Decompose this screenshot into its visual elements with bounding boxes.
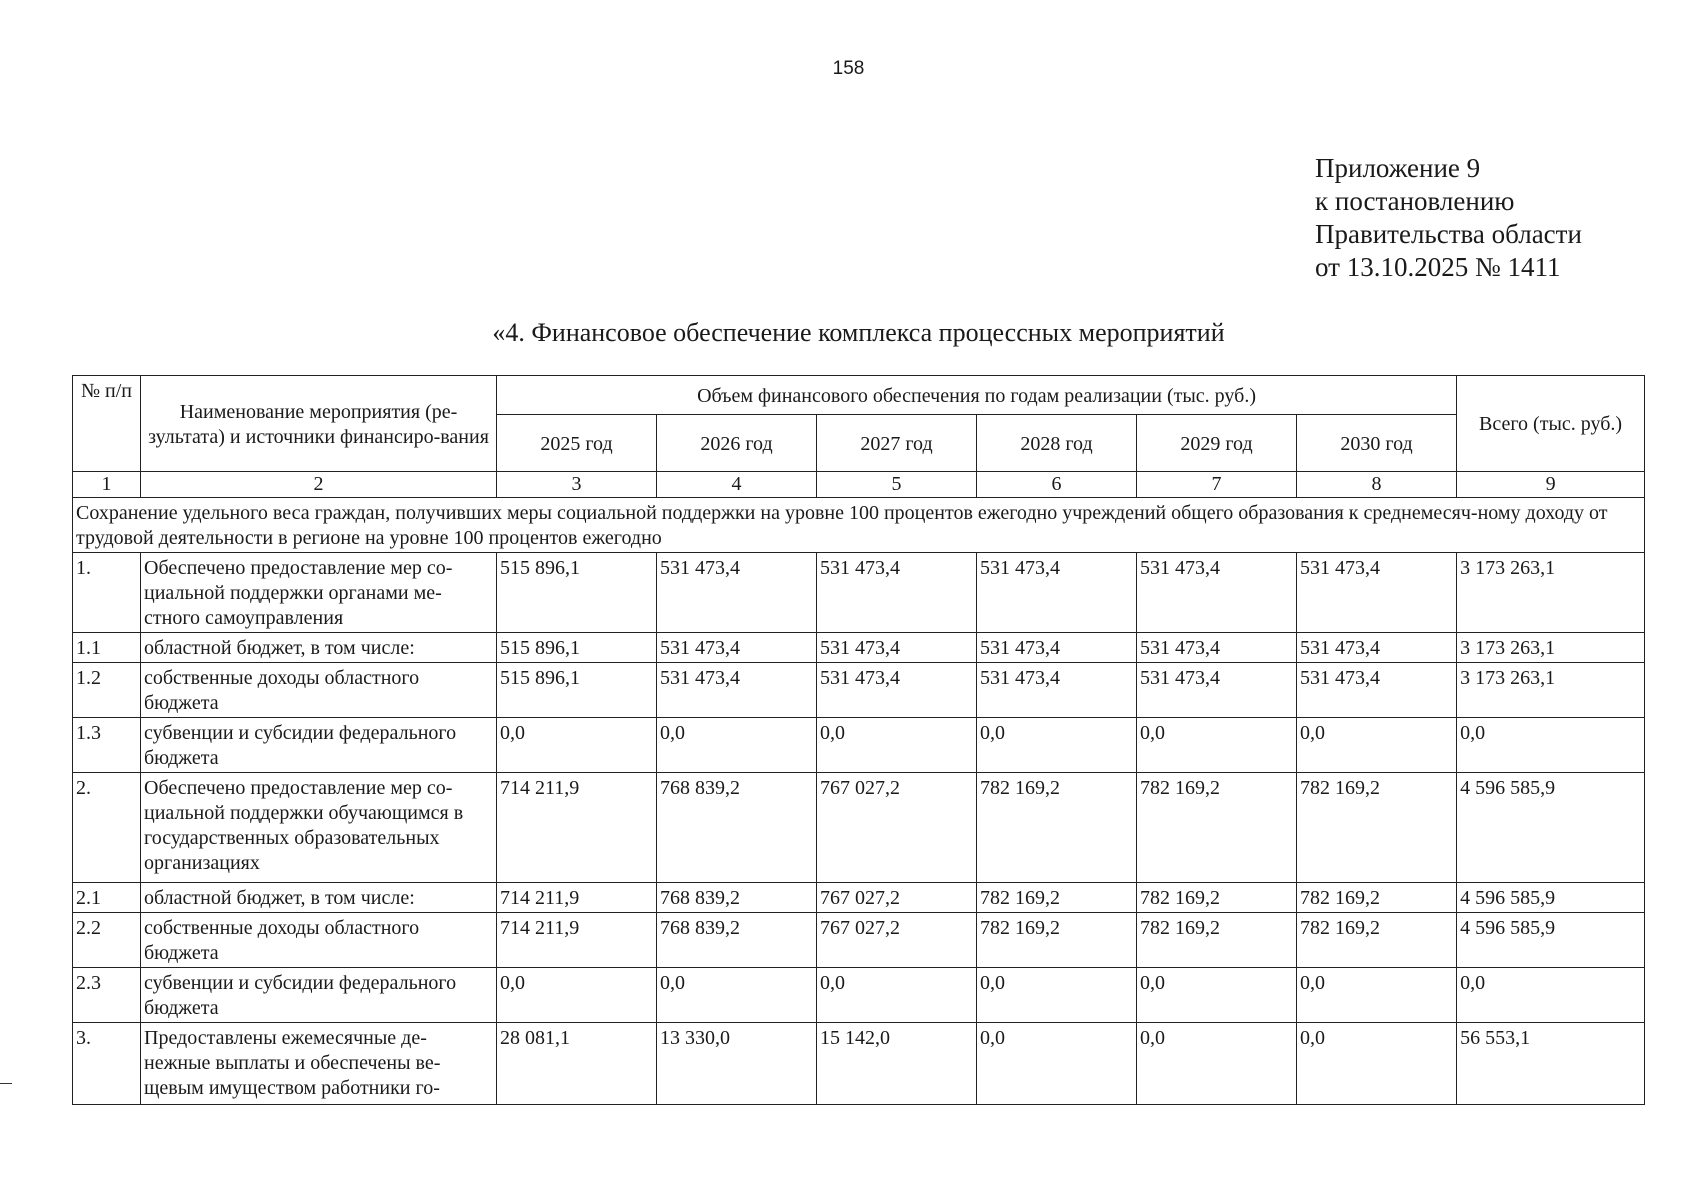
row-year-value: 0,0 [1137,718,1297,773]
row-year-value: 531 473,4 [1297,663,1457,718]
row-year-value: 0,0 [817,968,977,1023]
column-number: 3 [497,472,657,498]
row-total-value: 4 596 585,9 [1457,913,1645,968]
row-name: Обеспечено предоставление мер со-циальной поддержки органами ме-стного самоуправления [141,553,497,633]
row-year-value: 531 473,4 [1137,633,1297,663]
table-row [73,633,1645,663]
row-year-value: 531 473,4 [657,553,817,633]
row-year-value: 531 473,4 [1297,553,1457,633]
row-number: 1.2 [73,663,141,718]
row-year-value: 515 896,1 [497,633,657,663]
row-year-value: 531 473,4 [1297,633,1457,663]
row-year-value: 531 473,4 [1137,663,1297,718]
header-total: Всего (тыс. руб.) [1457,376,1645,472]
row-year-value: 0,0 [1137,1023,1297,1105]
row-year-value: 782 169,2 [1137,773,1297,883]
table-row [73,913,1645,968]
row-year-value: 531 473,4 [977,633,1137,663]
row-year-value: 714 211,9 [497,773,657,883]
row-year-value: 0,0 [1297,718,1457,773]
column-number: 8 [1297,472,1457,498]
row-name: субвенции и субсидии федерального бюджета [141,718,497,773]
table-row [73,773,1645,883]
row-year-value: 531 473,4 [817,553,977,633]
row-year-value: 768 839,2 [657,913,817,968]
appendix-line: к постановлению [1315,186,1515,216]
column-number: 4 [657,472,817,498]
page-number: 158 [832,58,865,79]
table-row [73,968,1645,1023]
row-number: 1.1 [73,633,141,663]
column-number: 7 [1137,472,1297,498]
row-year-value: 531 473,4 [817,663,977,718]
row-total-value: 0,0 [1457,968,1645,1023]
section-text: Сохранение удельного веса граждан, получивших меры социальной поддержки на уровне 100 процентов ежегодно учреждений общего образования к среднемесяч-ному доходу от трудовой деятельности в регионе на уровне 100 процентов ежегодно [73,498,1645,553]
row-year-value: 15 142,0 [817,1023,977,1105]
row-year-value: 531 473,4 [1137,553,1297,633]
row-year-value: 714 211,9 [497,883,657,913]
header-num: № п/п [73,376,141,472]
row-year-value: 0,0 [497,968,657,1023]
row-year-value: 0,0 [977,1023,1137,1105]
table-row [73,1023,1645,1105]
table-row [73,883,1645,913]
row-number: 2. [73,773,141,883]
table-row [73,718,1645,773]
column-number: 6 [977,472,1137,498]
section-row [73,498,1645,553]
row-year-value: 531 473,4 [817,633,977,663]
row-year-value: 28 081,1 [497,1023,657,1105]
header-name: Наименование мероприятия (ре-зультата) и источники финансиро-вания [141,376,497,472]
row-year-value: 0,0 [977,968,1137,1023]
row-year-value: 782 169,2 [1297,773,1457,883]
header-year: 2028 год [977,415,1137,472]
row-year-value: 0,0 [977,718,1137,773]
column-number: 5 [817,472,977,498]
row-total-value: 4 596 585,9 [1457,773,1645,883]
row-year-value: 782 169,2 [977,773,1137,883]
row-number: 1. [73,553,141,633]
row-total-value: 0,0 [1457,718,1645,773]
row-year-value: 0,0 [817,718,977,773]
row-year-value: 0,0 [657,968,817,1023]
row-year-value: 782 169,2 [1137,883,1297,913]
row-number: 3. [73,1023,141,1105]
row-total-value: 3 173 263,1 [1457,553,1645,633]
row-number: 2.1 [73,883,141,913]
row-name: собственные доходы областного бюджета [141,913,497,968]
row-year-value: 0,0 [657,718,817,773]
row-year-value: 782 169,2 [1297,883,1457,913]
row-name: Предоставлены ежемесячные де-нежные выплаты и обеспечены ве-щевым имуществом работники го- [141,1023,497,1105]
row-year-value: 531 473,4 [977,553,1137,633]
table-row [73,553,1645,633]
row-total-value: 3 173 263,1 [1457,663,1645,718]
row-name: Обеспечено предоставление мер со-циальной поддержки обучающимся в государственных образовательных организациях [141,773,497,883]
row-year-value: 767 027,2 [817,773,977,883]
column-number: 2 [141,472,497,498]
row-year-value: 767 027,2 [817,913,977,968]
header-year: 2029 год [1137,415,1297,472]
row-year-value: 0,0 [1297,968,1457,1023]
row-name: областной бюджет, в том числе: [141,883,497,913]
row-year-value: 515 896,1 [497,553,657,633]
row-year-value: 0,0 [1137,968,1297,1023]
header-year: 2027 год [817,415,977,472]
row-total-value: 56 553,1 [1457,1023,1645,1105]
row-year-value: 0,0 [497,718,657,773]
row-year-value: 13 330,0 [657,1023,817,1105]
header-year: 2030 год [1297,415,1457,472]
row-number: 2.3 [73,968,141,1023]
row-year-value: 515 896,1 [497,663,657,718]
row-year-value: 768 839,2 [657,773,817,883]
row-year-value: 714 211,9 [497,913,657,968]
row-name: областной бюджет, в том числе: [141,633,497,663]
row-number: 1.3 [73,718,141,773]
row-name: субвенции и субсидии федерального бюджета [141,968,497,1023]
row-year-value: 782 169,2 [977,913,1137,968]
row-year-value: 531 473,4 [657,633,817,663]
row-number: 2.2 [73,913,141,968]
row-year-value: 768 839,2 [657,883,817,913]
row-year-value: 531 473,4 [657,663,817,718]
row-year-value: 782 169,2 [977,883,1137,913]
row-year-value: 0,0 [1297,1023,1457,1105]
row-total-value: 3 173 263,1 [1457,633,1645,663]
column-numbers-row [73,472,1645,498]
table-row [73,663,1645,718]
financing-table [72,375,1645,1105]
column-number: 1 [73,472,141,498]
header-year: 2025 год [497,415,657,472]
row-year-value: 782 169,2 [1137,913,1297,968]
row-name: собственные доходы областного бюджета [141,663,497,718]
section-title: «4. Финансовое обеспечение комплекса процессных мероприятий [492,318,1225,347]
appendix-block [1315,152,1582,284]
appendix-line: Приложение 9 [1315,153,1481,183]
column-number: 9 [1457,472,1645,498]
row-year-value: 782 169,2 [1297,913,1457,968]
margin-mark [0,1083,12,1084]
appendix-line: от 13.10.2025 № 1411 [1315,252,1561,282]
row-year-value: 767 027,2 [817,883,977,913]
header-financing-group: Объем финансового обеспечения по годам реализации (тыс. руб.) [497,376,1457,415]
header-year: 2026 год [657,415,817,472]
row-total-value: 4 596 585,9 [1457,883,1645,913]
header-row [73,376,1645,415]
appendix-line: Правительства области [1315,219,1582,249]
row-year-value: 531 473,4 [977,663,1137,718]
